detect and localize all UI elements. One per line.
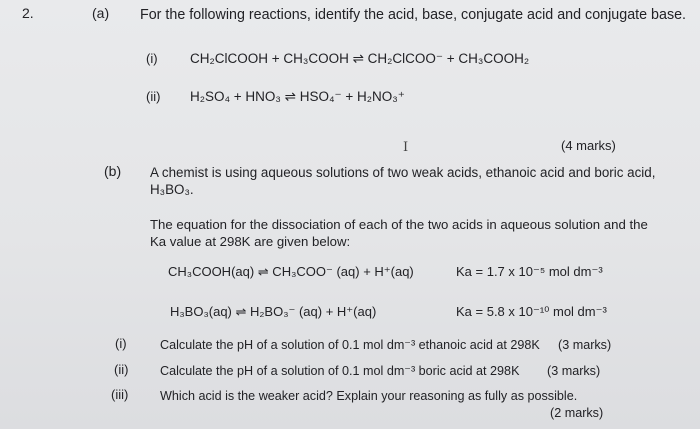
part-a-label: (a) xyxy=(92,5,110,21)
subq-ii-label: (ii) xyxy=(114,362,129,377)
reaction-i-label: (i) xyxy=(146,51,158,66)
part-b-intro-line1: A chemist is using aqueous solutions of two weak acids, ethanoic acid and boric acid, xyxy=(150,165,656,180)
equation-intro-line2: Ka value at 298K are given below: xyxy=(150,234,351,249)
text-cursor-icon: I xyxy=(403,140,409,155)
subq-ii-marks: (3 marks) xyxy=(547,364,601,378)
question-number: 2. xyxy=(22,5,34,21)
part-a-prompt: For the following reactions, identify the acid, base, conjugate acid and conjugate base. xyxy=(140,7,687,23)
part-a-marks: (4 marks) xyxy=(561,138,616,153)
subq-i-marks: (3 marks) xyxy=(558,338,612,352)
dissociation-ethanoic-ka: Ka = 1.7 x 10⁻⁵ mol dm⁻³ xyxy=(456,264,603,279)
part-b-label: (b) xyxy=(104,163,122,179)
reaction-ii-label: (ii) xyxy=(146,89,161,104)
subq-iii-text: Which acid is the weaker acid? Explain your reasoning as fully as possible. xyxy=(160,389,578,403)
dissociation-boric-equation: H₃BO₃(aq) ⇌ H₂BO₃⁻ (aq) + H⁺(aq) xyxy=(170,304,377,319)
dissociation-boric-ka: Ka = 5.8 x 10⁻¹⁰ mol dm⁻³ xyxy=(456,304,607,319)
part-b-intro-line2: H₃BO₃. xyxy=(150,182,194,197)
subq-ii-text: Calculate the pH of a solution of 0.1 mol dm⁻³ boric acid at 298K xyxy=(160,364,520,378)
reaction-i-equation: CH₂ClCOOH + CH₃COOH ⇌ CH₂ClCOO⁻ + CH₃COOH₂ xyxy=(190,51,530,66)
equation-intro-line1: The equation for the dissociation of each of the two acids in aqueous solution and the xyxy=(150,217,648,232)
subq-iii-label: (iii) xyxy=(111,387,129,402)
subq-i-label: (i) xyxy=(115,336,127,351)
subq-i-text: Calculate the pH of a solution of 0.1 mol dm⁻³ ethanoic acid at 298K xyxy=(160,338,540,352)
subq-iii-marks: (2 marks) xyxy=(550,406,604,420)
reaction-ii-equation: H₂SO₄ + HNO₃ ⇌ HSO₄⁻ + H₂NO₃⁺ xyxy=(190,89,405,104)
dissociation-ethanoic-equation: CH₃COOH(aq) ⇌ CH₃COO⁻ (aq) + H⁺(aq) xyxy=(168,264,414,279)
